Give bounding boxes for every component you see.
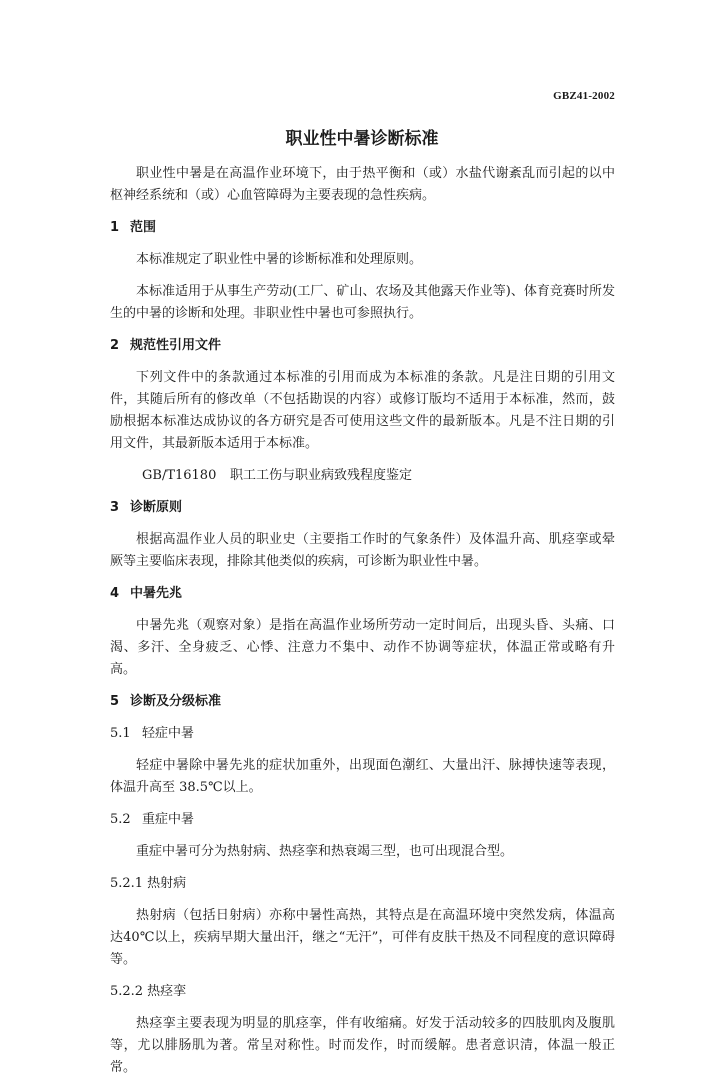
subsection-number: 5.2.2 (110, 984, 144, 999)
subsection-title: 热痉挛 (147, 984, 187, 999)
section-2-paragraph-1: 下列文件中的条款通过本标准的引用而成为本标准的条款。凡是注日期的引用文件，其随后所有的修改单（不包括勘误的内容）或修订版均不适用于本标准，然而，鼓励根据本标准达成协议的各方研究是否可使用这些文件的最新版本。凡是不注日期的引用文件，其最新版本适用于本标准。 (110, 370, 615, 451)
subsection-5-2-1-paragraph: 热射病（包括日射病）亦称中暑性高热，其特点是在高温环境中突然发病，体温高达40℃以上，疾病早期大量出汗，继之“无汗”，可伴有皮肤干热及不同程度的意识障碍等。 (110, 908, 615, 967)
subsection-5-1-paragraph: 轻症中暑除中暑先兆的症状加重外，出现面色潮红、大量出汗、脉搏快速等表现，体温升高至 38.5℃以上。 (110, 758, 615, 795)
section-5-heading (110, 691, 615, 713)
page-title: 职业性中暑诊断标准 (285, 129, 439, 149)
reference-code: GB/T16180 (142, 468, 217, 483)
document-code: GBZ41-2002 (553, 90, 615, 102)
reference-title: 职工工伤与职业病致残程度鉴定 (230, 468, 413, 483)
section-1-paragraph-2: 本标准适用于从事生产劳动(工厂、矿山、农场及其他露天作业等)、体育竞赛时所发生的中暑的诊断和处理。非职业性中暑也可参照执行。 (110, 284, 615, 321)
subsection-5-2-paragraph: 重症中暑可分为热射病、热痉挛和热衰竭三型，也可出现混合型。 (136, 844, 514, 859)
section-number: 5 (110, 694, 120, 709)
intro-paragraph: 职业性中暑是在高温作业环境下，由于热平衡和（或）水盐代谢紊乱而引起的以中枢神经系统和（或）心血管障碍为主要表现的急性疾病。 (110, 166, 615, 203)
subsection-number: 5.2.1 (110, 876, 144, 891)
section-3-paragraph-1: 根据高温作业人员的职业史（主要指工作时的气象条件）及体温升高、肌痉挛或晕厥等主要临床表现，排除其他类似的疾病，可诊断为职业性中暑。 (110, 532, 615, 569)
subsection-5-2-2-heading (110, 981, 615, 1003)
subsection-title: 轻症中暑 (142, 726, 195, 741)
section-2-heading (110, 335, 615, 357)
subsection-5-2-heading (110, 809, 615, 831)
section-4-heading (110, 583, 615, 605)
section-title: 诊断及分级标准 (130, 694, 222, 709)
subsection-5-1-heading (110, 723, 615, 745)
subsection-number: 5.2 (110, 812, 131, 827)
section-number: 1 (110, 220, 120, 235)
section-3-heading (110, 497, 615, 519)
subsection-5-2-2-paragraph: 热痉挛主要表现为明显的肌痉挛，伴有收缩痛。好发于活动较多的四肢肌肉及腹肌等，尤以腓肠肌为著。常呈对称性。时而发作，时而缓解。患者意识清，体温一般正常。 (110, 1016, 615, 1075)
section-4-paragraph-1: 中暑先兆（观察对象）是指在高温作业场所劳动一定时间后，出现头昏、头痛、口渴、多汗、全身疲乏、心悸、注意力不集中、动作不协调等症状，体温正常或略有升高。 (110, 618, 615, 677)
section-title: 中暑先兆 (130, 586, 183, 601)
section-number: 3 (110, 500, 120, 515)
section-1-heading (110, 217, 615, 239)
section-title: 范围 (130, 220, 157, 235)
normative-reference (110, 465, 615, 487)
subsection-5-2-1-heading (110, 873, 615, 895)
section-title: 规范性引用文件 (130, 338, 222, 353)
section-number: 2 (110, 338, 120, 353)
document-body (110, 163, 615, 1089)
section-title: 诊断原则 (130, 500, 183, 515)
subsection-title: 热射病 (147, 876, 187, 891)
subsection-title: 重症中暑 (142, 812, 195, 827)
section-number: 4 (110, 586, 120, 601)
section-1-paragraph-1: 本标准规定了职业性中暑的诊断标准和处理原则。 (136, 252, 423, 267)
subsection-number: 5.1 (110, 726, 131, 741)
